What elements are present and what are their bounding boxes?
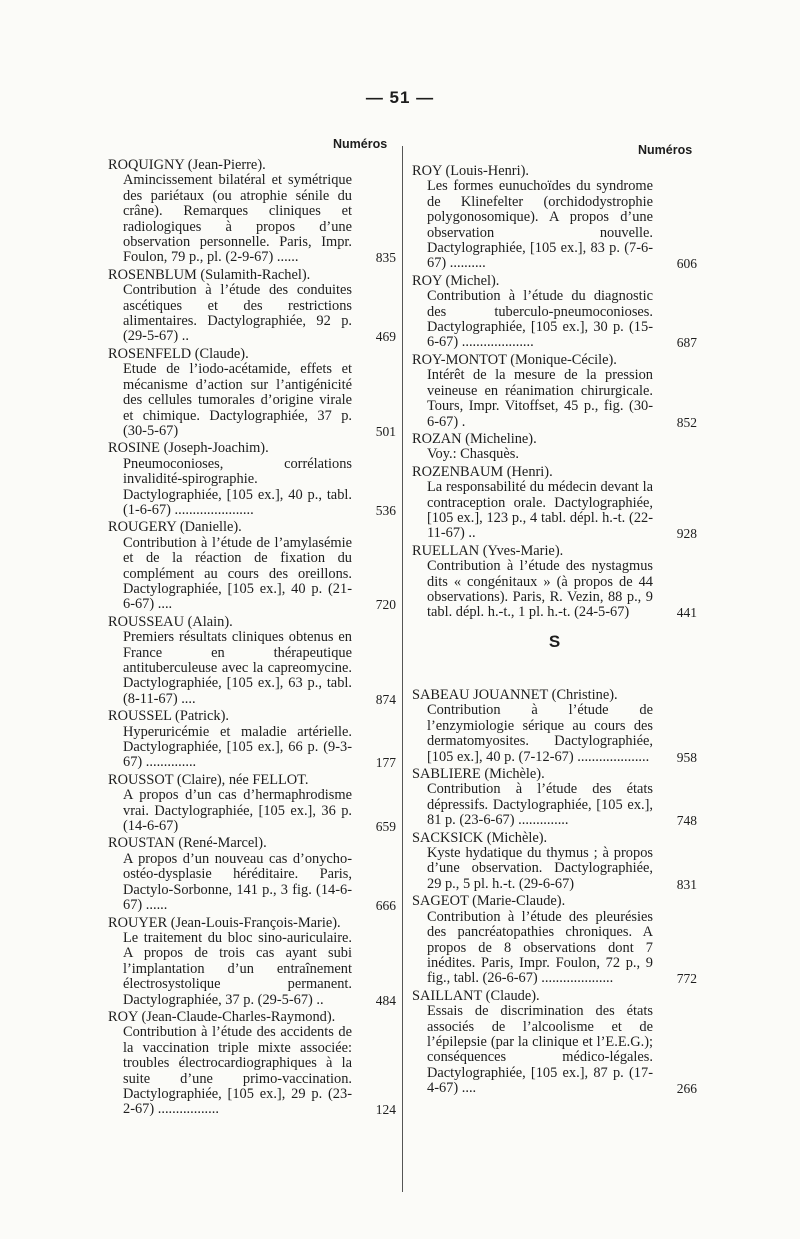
entry-author: ROSINE (Joseph-Joachim). <box>108 440 269 457</box>
bibliography-entry <box>108 520 396 612</box>
entry-number: 852 <box>676 414 697 430</box>
entry-number: 441 <box>676 605 697 621</box>
bibliography-entry <box>412 544 697 621</box>
entry-number: 124 <box>375 1102 396 1118</box>
numeros-header-right: Numéros <box>638 143 693 157</box>
bibliography-entry <box>412 274 697 351</box>
entry-author: ROSENFELD (Claude). <box>108 345 249 362</box>
entry-description: La responsabilité du médecin devant la contraception orale. Dactylographiée, [105 ex.], 123 p., 4 tabl. dépl. h.-t. (22-11-67) .. <box>427 479 653 542</box>
bibliography-entry <box>412 989 697 1097</box>
entry-author: SAGEOT (Marie-Claude). <box>412 893 566 910</box>
bibliography-entry <box>108 916 396 1008</box>
entry-description: Pneumoconioses, corrélations invalidité-spirographie. Dactylographiée, [105 ex.], 40 p., tabl. (1-6-67) ...................... <box>123 455 352 518</box>
bibliography-entry <box>412 767 697 829</box>
entry-number: 484 <box>375 992 396 1008</box>
bibliography-entry <box>412 465 697 542</box>
entry-author: ROUSSOT (Claire), née FELLOT. <box>108 771 309 788</box>
entry-number: 748 <box>676 813 697 829</box>
bibliography-entry <box>108 441 396 518</box>
page-number: — 51 — <box>365 88 435 107</box>
entry-description: Contribution à l’étude des pleurésies des pancréatopathies chroniques. A propos de 8 observations dont 7 inédites. Paris, Impr. Foulon, 72 p., 9 fig., tabl. (26-6-67) .................... <box>427 908 653 987</box>
entry-number: 606 <box>676 256 697 272</box>
entry-number: 928 <box>676 526 697 542</box>
bibliography-entry <box>108 347 396 439</box>
entry-number: 772 <box>676 971 697 987</box>
entry-author: RUELLAN (Yves-Marie). <box>412 542 564 559</box>
entry-description: Contribution à l’étude des conduites ascétiques et des restrictions alimentaires. Dactylographiée, 92 p. (29-5-67) .. <box>123 282 352 345</box>
entry-author: ROSENBLUM (Sulamith-Rachel). <box>108 266 311 283</box>
entry-description: Contribution à l’étude du diagnostic des tuberculo-pneumoconioses. Dactylographiée, [105 ex.], 30 p. (15-6-67) .................... <box>427 288 653 351</box>
entry-description: A propos d’un nouveau cas d’onycho-ostéo-dysplasie héréditaire. Paris, Dactylo-Sorbonne, 141 p., 3 fig. (14-6-67) ...... <box>123 850 352 914</box>
entry-author: ROY (Jean-Claude-Charles-Raymond). <box>108 1008 336 1025</box>
entry-author: ROY (Louis-Henri). <box>412 163 529 179</box>
entry-number: 266 <box>676 1081 697 1097</box>
entry-number: 469 <box>375 329 396 345</box>
bibliography-entry <box>108 268 396 345</box>
entry-number: 720 <box>375 597 396 613</box>
entry-description: Contribution à l’étude des états dépressifs. Dactylographiée, [105 ex.], 81 p. (23-6-67) .............. <box>427 781 653 829</box>
bibliography-entry <box>412 831 697 893</box>
entry-author: ROY (Michel). <box>412 272 500 289</box>
entry-author: ROZENBAUM (Henri). <box>412 463 553 480</box>
numeros-header-left: Numéros <box>333 137 388 151</box>
entry-number: 958 <box>676 749 697 765</box>
entry-number: 536 <box>375 502 396 518</box>
bibliography-entry <box>108 1010 396 1118</box>
entry-number: 874 <box>375 691 396 707</box>
bibliography-entry <box>108 158 396 266</box>
bibliography-entry <box>108 836 396 913</box>
s-section-column <box>412 688 697 1099</box>
entry-description: Les formes eunuchoïdes du syndrome de Klinefelter (orchidodystrophie polygonosomique). A propos d’une observation nouvelle. Dactylographiée, [105 ex.], 83 p. (7-6-67) .......... <box>427 178 653 272</box>
entry-number: 659 <box>375 819 396 835</box>
entry-author: SACKSICK (Michèle). <box>412 829 548 846</box>
entry-description: Etude de l’iodo-acétamide, effets et mécanisme d’action sur l’antigénicité des cellules tumorales d’origine virale et chimique. Dactylographiée, 37 p. (30-5-67) <box>123 361 352 439</box>
bibliography-entry <box>412 353 697 430</box>
entry-author: ROUYER (Jean-Louis-François-Marie). <box>108 914 341 931</box>
entry-number: 501 <box>375 423 396 439</box>
entry-number: 177 <box>375 755 396 771</box>
bibliography-entry <box>108 709 396 771</box>
bibliography-entry <box>412 164 697 272</box>
bibliography-entry <box>412 688 697 765</box>
entry-author: ROUSSEL (Patrick). <box>108 708 229 725</box>
entry-author: SABEAU JOUANNET (Christine). <box>412 687 618 703</box>
entry-description: Essais de discrimination des états associés de l’alcoolisme et de l’épilepsie (par la clinique et l’E.E.G.); conséquences médico-légales. Dactylographiée, [105 ex.], 87 p. (17-4-67) .... <box>427 1003 653 1097</box>
bibliography-entry <box>412 894 697 986</box>
entry-author: ROUSTAN (René-Marcel). <box>108 835 267 852</box>
entry-description: Le traitement du bloc sino-auriculaire. A propos de trois cas ayant subi l’implantation d’un entraînement électrosystolique permanent. Dactylographiée, 37 p. (29-5-67) .. <box>123 929 352 1008</box>
bibliography-entry <box>108 615 396 707</box>
entry-description: A propos d’un cas d’hermaphrodisme vrai. Dactylographiée, [105 ex.], 36 p. (14-6-67) <box>123 787 352 835</box>
bibliography-entry <box>108 773 396 835</box>
column-divider <box>402 146 403 1192</box>
entry-description: Contribution à l’étude de l’amylasémie et de la réaction de fixation du complément au cours des oreillons. Dactylographiée, [105 ex.], 40 p. (21-6-67) .... <box>123 534 352 613</box>
entry-number: 835 <box>375 250 396 266</box>
entry-number: 666 <box>375 898 396 914</box>
right-column <box>412 164 697 623</box>
entry-description: Premiers résultats cliniques obtenus en France en thérapeutique antituberculeuse avec la capreomycine. Dactylographiée, [105 ex.], 63 p., tabl. (8-11-67) .... <box>123 629 352 707</box>
entry-description: Voy.: Chasquès. <box>427 446 519 463</box>
entry-description: Hyperuricémie et maladie artérielle. Dactylographiée, [105 ex.], 66 p. (9-3-67) .............. <box>123 723 352 771</box>
entry-description: Intérêt de la mesure de la pression veineuse en réanimation chirurgicale. Tours, Impr. Vitoffset, 45 p., fig. (30-6-67) . <box>427 367 653 430</box>
entry-description: Contribution à l’étude des nystagmus dits « congénitaux » (à propos de 44 observations). Paris, R. Vezin, 88 p., 9 tabl. dépl. h.-t., 1 pl. h.-t. (24-5-67) <box>427 558 653 621</box>
entry-author: SAILLANT (Claude). <box>412 987 540 1004</box>
entry-number: 831 <box>676 876 697 892</box>
entry-description: Contribution à l’étude des accidents de la vaccination triple mixte associée: troubles électrocardiographiques à la suite d’une primo-vaccination. Dactylographiée, [105 ex.], 29 p. (23-2-67) ................. <box>123 1024 352 1118</box>
entry-author: SABLIERE (Michèle). <box>412 766 545 783</box>
entry-author: ROUGERY (Danielle). <box>108 519 242 536</box>
entry-author: ROQUIGNY (Jean-Pierre). <box>108 157 266 173</box>
entry-description: Contribution à l’étude de l’enzymiologie sérique au cours des dermatomyosites. Dactylographiée, [105 ex.], 40 p. (7-12-67) .................... <box>427 702 653 765</box>
entry-author: ROY-MONTOT (Monique-Cécile). <box>412 351 617 368</box>
section-letter: S <box>548 632 561 651</box>
entry-number: 687 <box>676 335 697 351</box>
entry-description: Amincissement bilatéral et symétrique des pariétaux (ou atrophie sénile du crâne). Remarques cliniques et radiologiques à propos d’une observation personnelle. Paris, Impr. Foulon, 79 p., pl. (2-9-67) ...... <box>123 172 352 266</box>
bibliography-entry <box>412 432 697 463</box>
entry-author: ROZAN (Micheline). <box>412 430 537 447</box>
left-column <box>108 158 396 1120</box>
entry-description: Kyste hydatique du thymus ; à propos d’une observation. Dactylographiée, 29 p., 5 pl. h.-t. (29-6-67) <box>427 845 653 892</box>
entry-author: ROUSSEAU (Alain). <box>108 613 233 630</box>
